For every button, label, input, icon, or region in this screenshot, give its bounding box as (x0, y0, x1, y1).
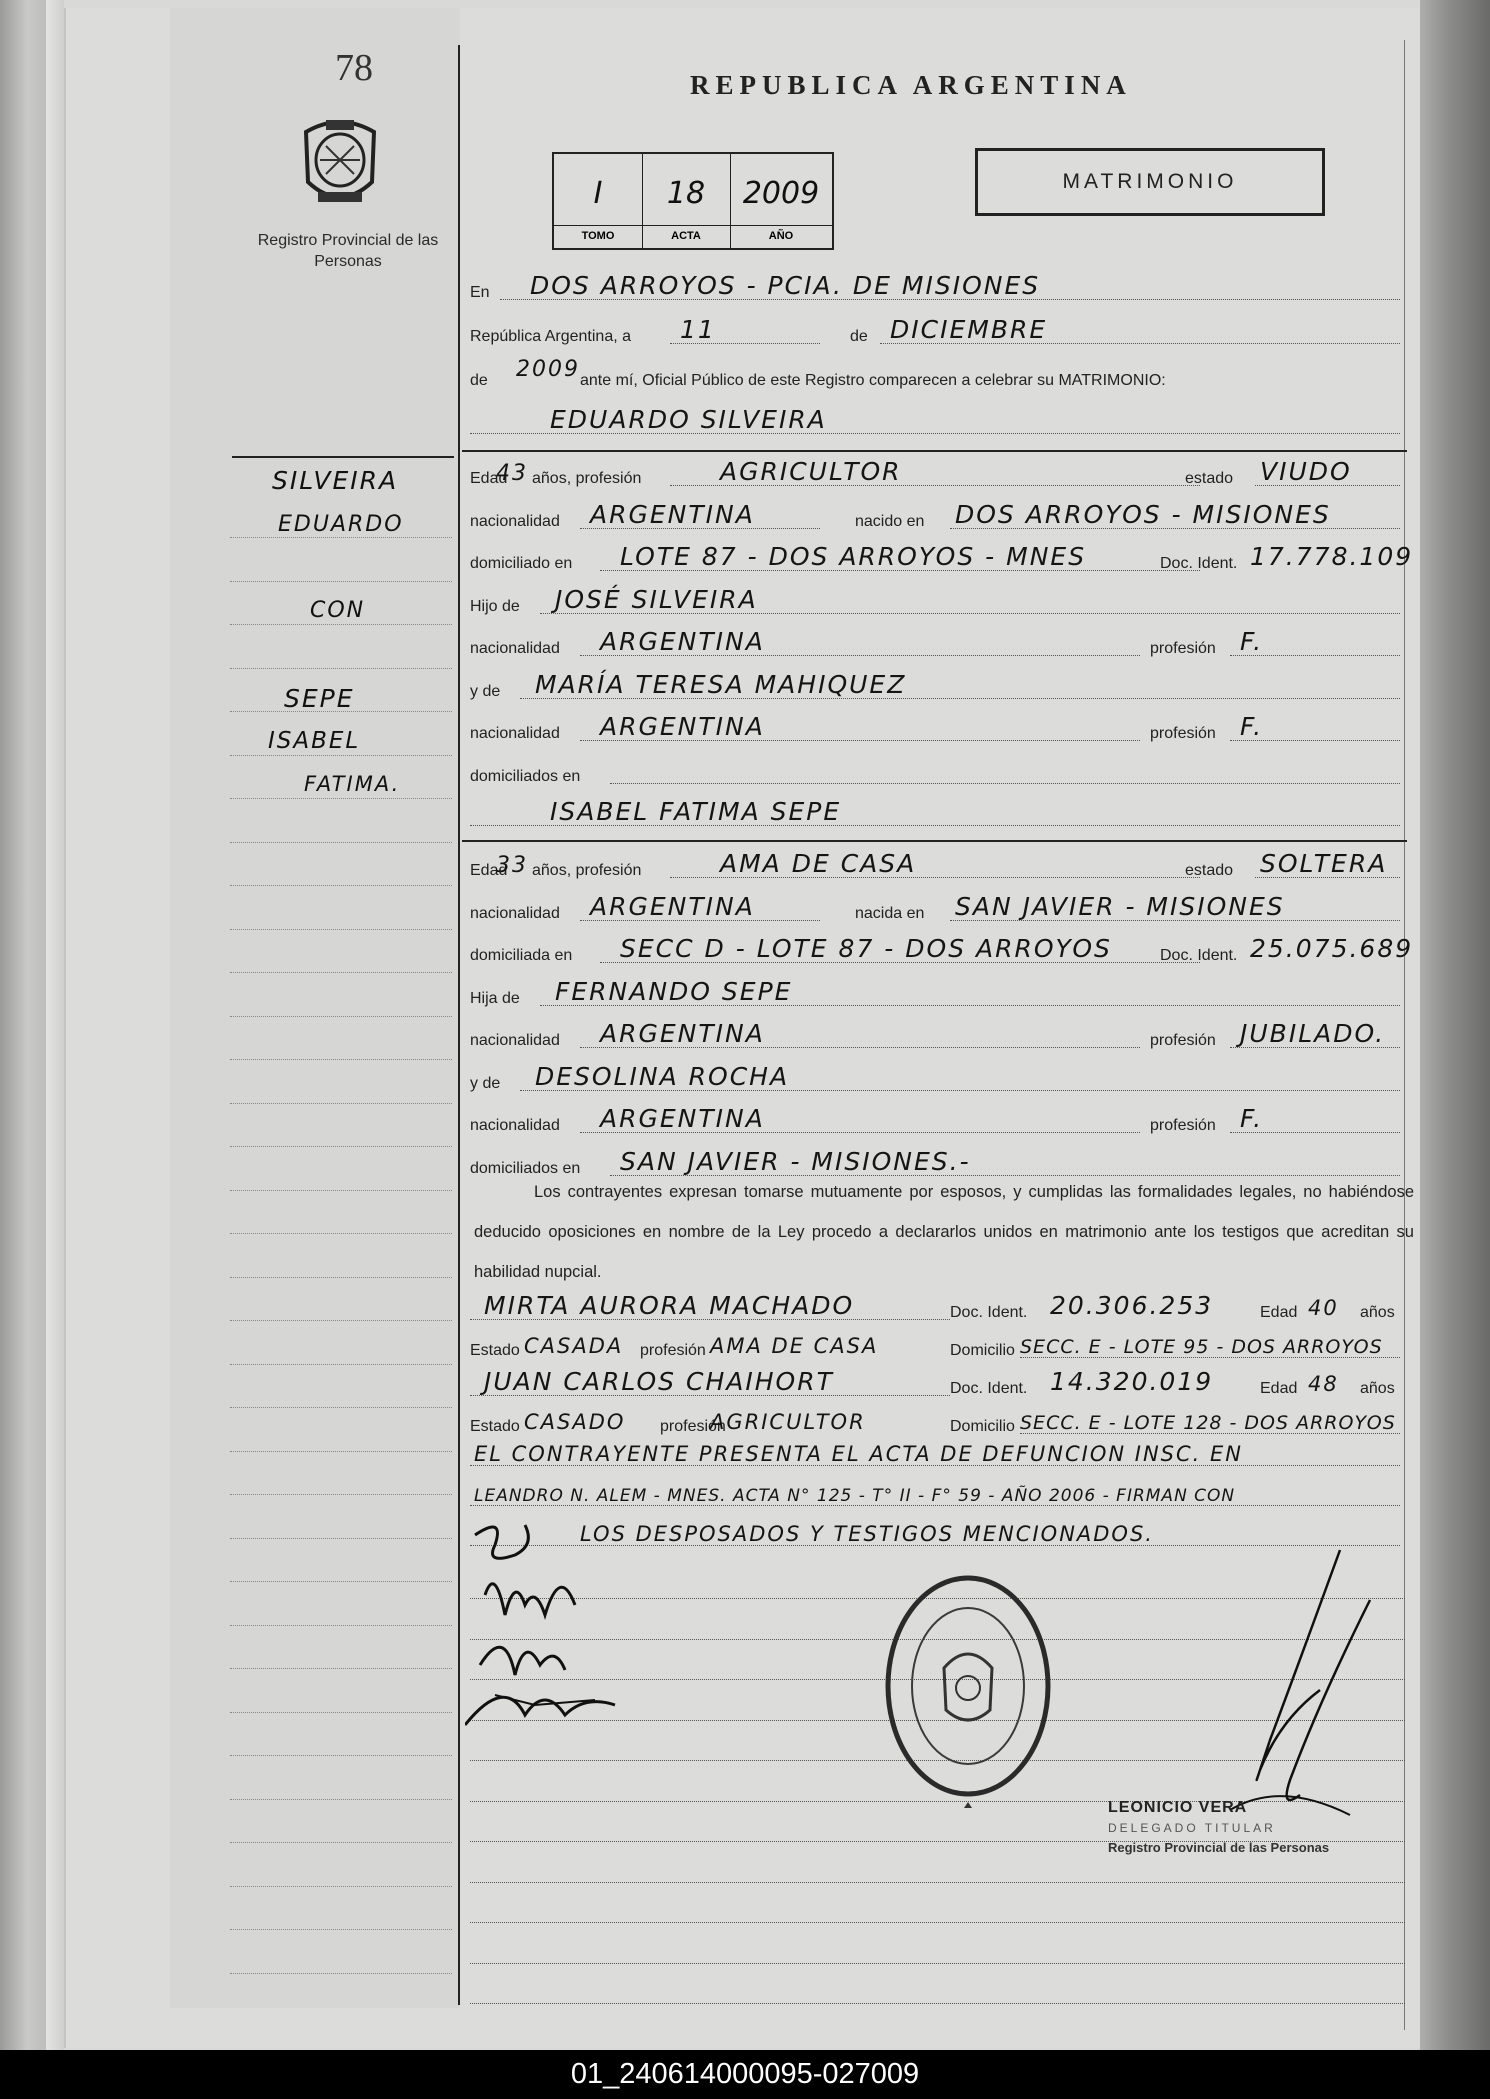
witness-2-doc-label: Doc. Ident. (950, 1380, 1028, 1397)
margin-ruled-line (230, 755, 452, 756)
tomo-cell (554, 154, 643, 248)
witness-2-name: JUAN CARLOS CHAIHORT (484, 1367, 834, 1396)
blank-ruled-line (470, 2003, 1405, 2004)
acta-value: 18 (666, 176, 706, 211)
margin-ruled-line (230, 1799, 452, 1800)
groom-anos-prof-label: años, profesión (532, 470, 642, 487)
groom-father-profession: F. (1240, 627, 1264, 656)
bride-nac-label: nacionalidad (470, 905, 560, 922)
margin-ruled-line (230, 1103, 452, 1104)
page-stack-edge (1420, 0, 1490, 2050)
witness-1-age: 40 (1308, 1296, 1339, 1320)
official-seal-stamp (880, 1570, 1055, 1810)
groom-father: JOSÉ SILVEIRA (555, 585, 758, 614)
dotted-line (1020, 1357, 1400, 1358)
bride-father-nac-label: nacionalidad (470, 1032, 560, 1049)
bride-hijo-label: Hija de (470, 990, 520, 1007)
groom-parents-dom-label: domiciliados en (470, 768, 581, 785)
bride-anos-prof-label: años, profesión (532, 862, 642, 879)
witness-2-age: 48 (1308, 1372, 1339, 1396)
margin-ruled-line (230, 668, 452, 669)
witness-2-profession: AGRICULTOR (710, 1410, 866, 1434)
marriage-month: DICIEMBRE (890, 315, 1048, 344)
dotted-line (1020, 1433, 1400, 1434)
groom-row-7 (470, 711, 1405, 747)
bride-row-1 (470, 848, 1405, 884)
bride-birthplace: SAN JAVIER - MISIONES (955, 892, 1285, 921)
bride-nationality: ARGENTINA (590, 892, 755, 921)
groom-edad-label: Edad (470, 470, 508, 487)
margin-name-bride: ISABEL (268, 728, 361, 754)
note-line-1 (470, 1436, 1405, 1472)
groom-name: EDUARDO SILVEIRA (550, 405, 827, 434)
margin-ruled-line (230, 1233, 452, 1234)
registry-label: Registro Provincial de las Personas (257, 232, 439, 270)
margin-ruled-line (230, 1842, 452, 1843)
witness-2-document: 14.320.019 (1050, 1367, 1214, 1396)
blank-ruled-line (470, 1922, 1405, 1923)
margin-con: CON (310, 598, 366, 623)
witness-2-anos-label: años (1360, 1380, 1395, 1397)
groom-document: 17.778.109 (1250, 542, 1414, 571)
note-text-1: EL CONTRAYENTE PRESENTA EL ACTA DE DEFUNCION INSC. EN (474, 1442, 1243, 1466)
witness-1-estado-label: Estado (470, 1342, 520, 1359)
groom-mother-prof-label: profesión (1150, 725, 1216, 742)
groom-row-3 (470, 541, 1414, 577)
bride-father: FERNANDO SEPE (555, 977, 793, 1006)
dotted-line (470, 433, 1400, 434)
row-date (470, 314, 1405, 350)
republica-label: República Argentina, a (470, 328, 631, 345)
margin-ruled-line (230, 1668, 452, 1669)
groom-mother-profession: F. (1240, 712, 1264, 741)
bride-mother-profession: F. (1240, 1104, 1264, 1133)
row-year (470, 358, 1405, 394)
margin-column (170, 8, 460, 2008)
officer-signature (1150, 1540, 1380, 1840)
bride-edad-label: Edad (470, 862, 508, 879)
record-number-box (552, 152, 834, 250)
tomo-value: I (593, 176, 603, 211)
witness-1-edad-label: Edad (1260, 1304, 1298, 1321)
delegate-office: Registro Provincial de las Personas (1108, 1840, 1330, 1855)
bride-name: ISABEL FATIMA SEPE (550, 797, 842, 826)
margin-surname-groom: SILVEIRA (272, 466, 399, 495)
book-spine-edge (0, 0, 46, 2050)
witness-1-row-2 (470, 1328, 1405, 1364)
groom-row-8 (470, 754, 1405, 790)
witness-1-dom-label: Domicilio (950, 1342, 1015, 1359)
groom-doc-label: Doc. Ident. (1160, 555, 1238, 572)
groom-row-6 (470, 669, 1405, 705)
groom-row-2 (470, 499, 1405, 535)
witness-1-prof-label: profesión (640, 1342, 706, 1359)
ano-label: AÑO (730, 225, 832, 246)
margin-ruled-line (230, 1277, 452, 1278)
record-type-box: MATRIMONIO (975, 148, 1325, 216)
margin-name-groom: EDUARDO (278, 512, 404, 537)
margin-ruled-line (230, 1886, 452, 1887)
groom-dom-label: domiciliado en (470, 555, 573, 572)
bride-row-5 (470, 1018, 1405, 1054)
witness-2-dom-label: Domicilio (950, 1418, 1015, 1435)
witness-2-address: SECC. E - LOTE 128 - DOS ARROYOS (1020, 1412, 1396, 1434)
row-bride-name (470, 796, 1405, 832)
witness-1-document: 20.306.253 (1050, 1291, 1214, 1320)
dotted-line (470, 1395, 950, 1396)
margin-ruled-line (230, 1407, 452, 1408)
bride-doc-label: Doc. Ident. (1160, 947, 1238, 964)
groom-mother-nac-label: nacionalidad (470, 725, 560, 742)
groom-separator (462, 450, 1407, 452)
groom-hijo-label: Hijo de (470, 598, 520, 615)
bride-yde-label: y de (470, 1075, 501, 1092)
bride-row-6 (470, 1061, 1405, 1097)
margin-ruled-line (230, 1755, 452, 1756)
ano-value: 2009 (742, 176, 820, 211)
margin-top-rule (232, 456, 454, 458)
bride-row-3 (470, 933, 1414, 969)
groom-age: 43 (496, 461, 528, 486)
margin-ruled-line (230, 972, 452, 973)
bride-document: 25.075.689 (1250, 934, 1414, 963)
ano-cell (730, 154, 832, 248)
margin-ruled-line (230, 798, 452, 799)
bride-father-prof-label: profesión (1150, 1032, 1216, 1049)
margin-ruled-line (230, 1320, 452, 1321)
delegate-title: DELEGADO TITULAR (1108, 1821, 1276, 1835)
bride-civil-status: SOLTERA (1260, 849, 1388, 878)
bride-father-nationality: ARGENTINA (600, 1019, 765, 1048)
witness-2-row-1 (470, 1366, 1405, 1402)
image-identifier-footer: 01_240614000095-027009 (0, 2050, 1490, 2099)
bride-mother: DESOLINA ROCHA (535, 1062, 790, 1091)
margin-ruled-line (230, 581, 452, 582)
book-spine-inner (46, 0, 64, 2050)
bride-row-2 (470, 891, 1405, 927)
groom-birthplace: DOS ARROYOS - MISIONES (955, 500, 1331, 529)
dotted-line (470, 1465, 1400, 1466)
acta-cell (642, 154, 731, 248)
witness-2-edad-label: Edad (1260, 1380, 1298, 1397)
bride-row-4 (470, 976, 1405, 1012)
witness-1-address: SECC. E - LOTE 95 - DOS ARROYOS (1020, 1336, 1383, 1358)
margin-ruled-line (230, 1451, 452, 1452)
dotted-line (470, 1319, 950, 1320)
margin-ruled-line (230, 1059, 452, 1060)
margin-ruled-line (230, 1581, 452, 1582)
margin-ruled-line (230, 1146, 452, 1147)
bride-mother-nac-label: nacionalidad (470, 1117, 560, 1134)
witness-1-profession: AMA DE CASA (710, 1334, 879, 1358)
bride-age: 33 (496, 853, 528, 878)
bride-father-profession: JUBILADO. (1240, 1019, 1386, 1048)
bride-parents-address: SAN JAVIER - MISIONES.- (620, 1147, 971, 1176)
en-label: En (470, 284, 490, 301)
marriage-day: 11 (680, 315, 716, 344)
margin-ruled-line (230, 1712, 452, 1713)
dotted-line (610, 783, 1400, 784)
bride-born-label: nacida en (855, 905, 925, 922)
note-text-3: LOS DESPOSADOS Y TESTIGOS MENCIONADOS. (580, 1522, 1154, 1546)
witness-1-civil-status: CASADA (524, 1334, 624, 1358)
blank-ruled-line (470, 1963, 1405, 1964)
witness-2-row-2 (470, 1404, 1405, 1440)
groom-father-nationality: ARGENTINA (600, 627, 765, 656)
witness-2-prof-label: profesión (660, 1418, 726, 1435)
delegate-stamp (1108, 1798, 1329, 1858)
bride-profession: AMA DE CASA (720, 849, 917, 878)
bride-separator (462, 840, 1407, 842)
row-place (470, 270, 1405, 306)
groom-born-label: nacido en (855, 513, 925, 530)
witness-1-doc-label: Doc. Ident. (950, 1304, 1028, 1321)
signatures-scribble (465, 1505, 635, 1745)
margin-ruled-line (230, 1364, 452, 1365)
margin-surname-bride: SEPE (284, 684, 355, 713)
declaration-paragraph: Los contrayentes expresan tomarse mutuamente por esposos, y cumplidas las formalidades legales, no habiéndose deducido oposiciones en nombre de la Ley procedo a declararlos unidos en matrimonio ante los testigos que acreditan su habilidad nupcial. (474, 1183, 1414, 1281)
bride-row-7 (470, 1103, 1405, 1139)
groom-row-5 (470, 626, 1405, 662)
appearance-statement: ante mí, Oficial Público de este Registro comparecen a celebrar su MATRIMONIO: (580, 372, 1166, 389)
margin-second-name-bride: FATIMA. (304, 772, 401, 796)
margin-ruled-line (230, 1625, 452, 1626)
margin-ruled-line (230, 1016, 452, 1017)
year-prefix: de (470, 372, 488, 389)
blank-ruled-line (470, 1882, 1405, 1883)
witness-1-anos-label: años (1360, 1304, 1395, 1321)
groom-nationality: ARGENTINA (590, 500, 755, 529)
groom-mother-nationality: ARGENTINA (600, 712, 765, 741)
bride-address: SECC D - LOTE 87 - DOS ARROYOS (620, 934, 1112, 963)
delegate-name: LEONICIO VERA (1108, 1799, 1248, 1816)
dotted-line (470, 825, 1400, 826)
witness-1-name: MIRTA AURORA MACHADO (484, 1291, 855, 1320)
bride-dom-label: domiciliada en (470, 947, 573, 964)
groom-nac-label: nacionalidad (470, 513, 560, 530)
page-number: 78 (335, 47, 373, 89)
note-text-2: LEANDRO N. ALEM - MNES. ACTA N° 125 - T° II - F° 59 - AÑO 2006 - FIRMAN CON (474, 1486, 1236, 1506)
groom-address: LOTE 87 - DOS ARROYOS - MNES (620, 542, 1087, 571)
groom-father-nac-label: nacionalidad (470, 640, 560, 657)
groom-estado-label: estado (1185, 470, 1234, 487)
margin-divider (458, 45, 460, 2005)
margin-ruled-line (230, 842, 452, 843)
tomo-label: TOMO (554, 225, 642, 246)
groom-father-prof-label: profesión (1150, 640, 1216, 657)
de-label: de (850, 328, 868, 345)
bride-parents-dom-label: domiciliados en (470, 1160, 581, 1177)
margin-ruled-line (230, 1929, 452, 1930)
groom-row-1 (470, 456, 1405, 492)
bride-mother-nationality: ARGENTINA (600, 1104, 765, 1133)
acta-label: ACTA (642, 225, 730, 246)
row-groom-name (470, 404, 1405, 440)
margin-ruled-line (230, 1973, 452, 1974)
bride-mother-prof-label: profesión (1150, 1117, 1216, 1134)
margin-ruled-line (230, 1494, 452, 1495)
witness-2-estado-label: Estado (470, 1418, 520, 1435)
margin-ruled-line (230, 885, 452, 886)
margin-ruled-line (230, 1190, 452, 1191)
groom-mother: MARÍA TERESA MAHIQUEZ (535, 670, 907, 699)
province-emblem-icon (296, 112, 384, 212)
margin-ruled-line (230, 929, 452, 930)
margin-ruled-line (230, 1538, 452, 1539)
margin-ruled-line (230, 537, 452, 538)
country-title: REPUBLICA ARGENTINA (690, 70, 1132, 100)
witness-1-row-1 (470, 1290, 1405, 1326)
groom-profession: AGRICULTOR (720, 457, 902, 486)
bride-estado-label: estado (1185, 862, 1234, 879)
groom-row-4 (470, 584, 1405, 620)
witness-2-civil-status: CASADO (524, 1410, 626, 1434)
groom-civil-status: VIUDO (1260, 457, 1352, 486)
marriage-place: DOS ARROYOS - PCIA. DE MISIONES (530, 271, 1041, 300)
groom-yde-label: y de (470, 683, 501, 700)
marriage-year: 2009 (516, 357, 580, 382)
margin-ruled-line (230, 624, 452, 625)
